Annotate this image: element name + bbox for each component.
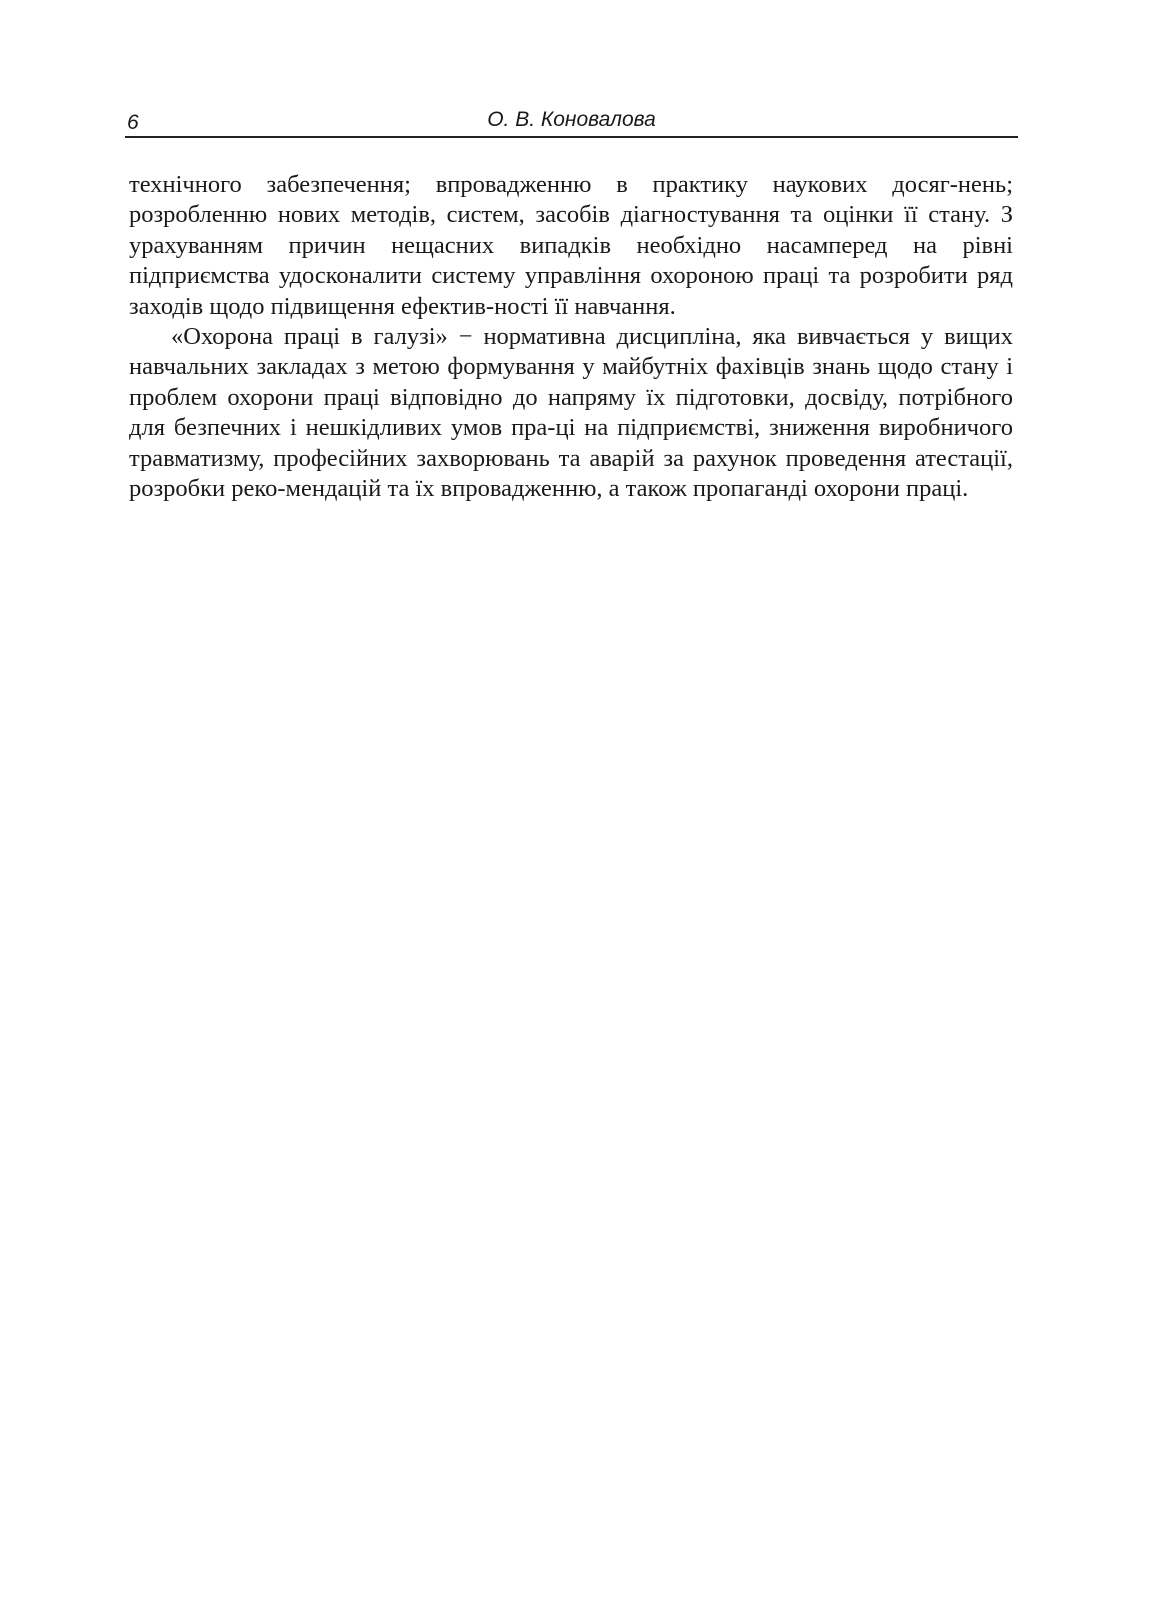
- page-number: 6: [127, 111, 139, 134]
- running-head: О. В. Коновалова: [487, 108, 656, 131]
- paragraph: «Охорона праці в галузі» − нормативна дисципліна, яка вивчається у вищих навчальних закладах з метою формування у майбутніх фахівців знань щодо стану і проблем охорони праці відповідно до напряму їх підготовки, досвіду, потрібного для безпечних і нешкідливих умов пра-ці на підприємстві, зниження виробничого травматизму, професійних захворювань та аварій за рахунок проведення атестації, розробки реко-мендацій та їх впровадженню, а також пропаганді охорони праці.: [129, 323, 1013, 503]
- body-text: [129, 170, 1013, 504]
- paragraph-continued: технічного забезпечення; впровадженню в практику наукових досяг-нень; розробленню нових методів, систем, засобів діагностування та оцінки її стану. З урахуванням причин нещасних випадків необхідно насамперед на рівні підприємства удосконалити систему управління охороною праці та розробити ряд заходів щодо підвищення ефектив-ності її навчання.: [129, 171, 1013, 320]
- page-header: [125, 106, 1018, 138]
